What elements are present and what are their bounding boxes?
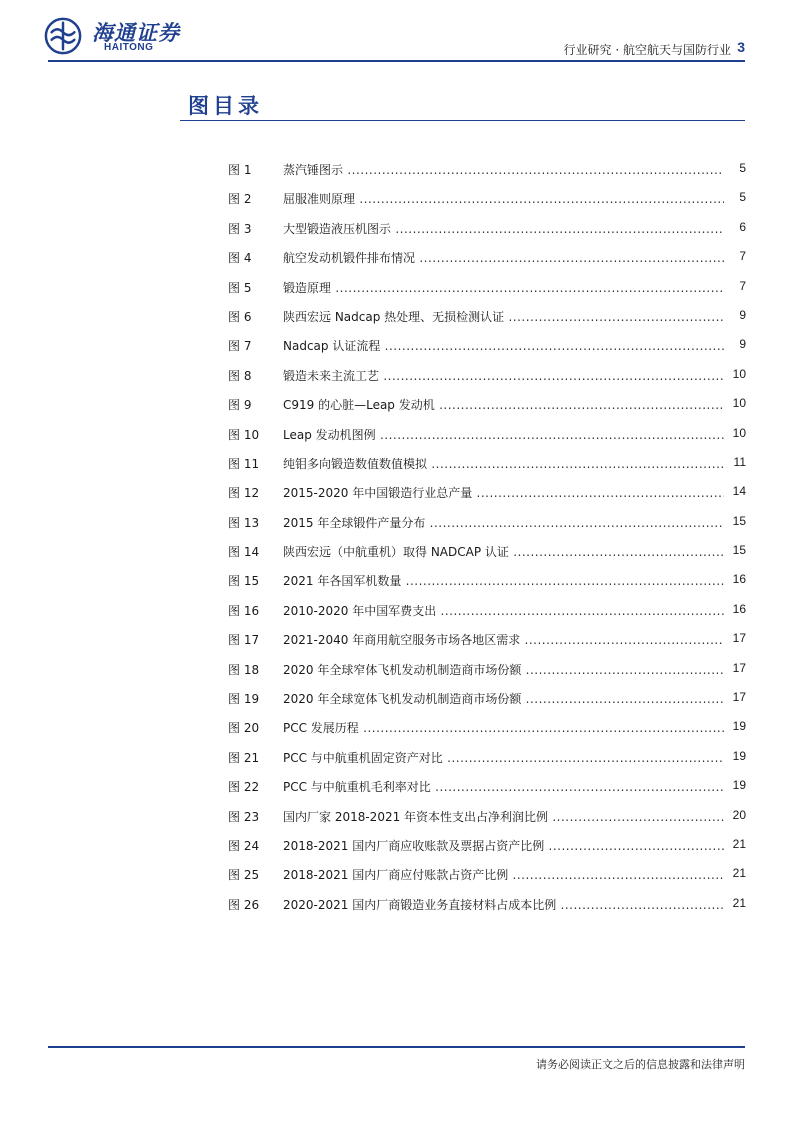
toc-item-label: 图 3 — [228, 221, 252, 236]
toc-item-title: 2021-2040 年商用航空服务市场各地区需求 ..... — [283, 631, 724, 648]
toc-item-label: 图 16 — [228, 603, 260, 618]
toc-item-label: 图 7 — [228, 339, 252, 354]
toc-item-label: 图 14 — [228, 545, 260, 560]
toc-item[interactable] — [228, 190, 746, 219]
toc-item-page: 21 — [724, 866, 746, 880]
toc-item-title: 陕西宏远（中航重机）取得 NADCAP 认证 ..... — [283, 543, 724, 560]
toc-item-page: 9 — [724, 337, 746, 351]
toc-item-label: 图 23 — [228, 809, 260, 824]
toc-item-page: 15 — [724, 543, 746, 557]
toc-item-title: PCC 与中航重机毛利率对比 ..... — [283, 778, 724, 795]
toc-item[interactable] — [228, 837, 746, 866]
toc-item-page: 7 — [724, 249, 746, 263]
toc-item-label: 图 4 — [228, 251, 252, 266]
toc-item-page: 10 — [724, 426, 746, 440]
toc-item[interactable] — [228, 572, 746, 601]
toc-item-page: 17 — [724, 661, 746, 675]
haitong-logo-icon — [44, 17, 82, 55]
toc-item-page: 17 — [724, 631, 746, 645]
toc-item-page: 14 — [724, 484, 746, 498]
toc-item-title: 国内厂家 2018-2021 年资本性支出占净利润比例 ..... — [283, 808, 724, 825]
toc-item[interactable] — [228, 249, 746, 278]
title-divider — [180, 120, 745, 121]
toc-item-page: 17 — [724, 690, 746, 704]
toc-item-page: 15 — [724, 514, 746, 528]
toc-item-label: 图 21 — [228, 750, 260, 765]
header-divider — [48, 60, 745, 62]
toc-item-page: 16 — [724, 572, 746, 586]
toc-item[interactable] — [228, 602, 746, 631]
toc-item[interactable] — [228, 455, 746, 484]
toc-item[interactable] — [228, 367, 746, 396]
header-section: 行业研究 · 航空航天与国防行业 — [563, 43, 731, 57]
toc-item-label: 图 25 — [228, 868, 260, 883]
toc-item-page: 19 — [724, 719, 746, 733]
toc-item[interactable] — [228, 484, 746, 513]
toc-item-title: Leap 发动机图例 ..... — [283, 426, 724, 443]
toc-item-title: 2010-2020 年中国军费支出 ..... — [283, 602, 724, 619]
toc-item-label: 图 8 — [228, 368, 252, 383]
toc-item-label: 图 13 — [228, 515, 260, 530]
toc-item-page: 5 — [724, 161, 746, 175]
toc-item[interactable] — [228, 719, 746, 748]
toc-item-title: 2015 年全球锻件产量分布 ..... — [283, 514, 724, 531]
toc-item-page: 5 — [724, 190, 746, 204]
toc-item-title: 2020 年全球窄体飞机发动机制造商市场份额 ..... — [283, 661, 724, 678]
logo-text-en: HAITONG — [104, 42, 154, 53]
toc-item-label: 图 11 — [228, 456, 260, 471]
toc-item[interactable] — [228, 308, 746, 337]
toc-item-label: 图 17 — [228, 633, 260, 648]
toc-item-title: 纯钼多向锻造数值数值模拟 ..... — [283, 455, 724, 472]
toc-item-page: 16 — [724, 602, 746, 616]
toc-item-page: 20 — [724, 808, 746, 822]
toc-item-title: 2021 年各国军机数量 ..... — [283, 572, 724, 589]
toc-item-label: 图 19 — [228, 692, 260, 707]
toc-item-page: 11 — [724, 455, 746, 469]
toc-title: 图目录 — [188, 94, 263, 118]
toc-item[interactable] — [228, 661, 746, 690]
toc-item-title: 航空发动机锻件排布情况 ..... — [283, 249, 724, 266]
toc-item-title: PCC 与中航重机固定资产对比 ..... — [283, 749, 724, 766]
toc-item-page: 9 — [724, 308, 746, 322]
toc-item[interactable] — [228, 631, 746, 660]
toc-list — [228, 161, 746, 925]
toc-item-label: 图 26 — [228, 897, 260, 912]
toc-item-page: 19 — [724, 749, 746, 763]
toc-item[interactable] — [228, 337, 746, 366]
toc-item-title: 2020 年全球宽体飞机发动机制造商市场份额 ..... — [283, 690, 724, 707]
page-number: 3 — [737, 39, 745, 55]
toc-item-label: 图 20 — [228, 721, 260, 736]
toc-item-title: 2018-2021 国内厂商应收账款及票据占资产比例 ..... — [283, 837, 724, 854]
toc-item-title: 屈服准则原理 ..... — [283, 190, 724, 207]
toc-item-page: 21 — [724, 837, 746, 851]
toc-item-page: 21 — [724, 896, 746, 910]
toc-item[interactable] — [228, 808, 746, 837]
footer-disclaimer: 请务必阅读正文之后的信息披露和法律声明 — [536, 1058, 745, 1071]
toc-item[interactable] — [228, 690, 746, 719]
toc-item-label: 图 22 — [228, 780, 260, 795]
toc-item-title: C919 的心脏—Leap 发动机 ..... — [283, 396, 724, 413]
toc-item[interactable] — [228, 279, 746, 308]
toc-item-page: 19 — [724, 778, 746, 792]
toc-item[interactable] — [228, 426, 746, 455]
toc-item-label: 图 24 — [228, 838, 260, 853]
toc-item[interactable] — [228, 749, 746, 778]
toc-item-title: 大型锻造液压机图示 ..... — [283, 220, 724, 237]
toc-item-label: 图 2 — [228, 192, 252, 207]
toc-item-title: Nadcap 认证流程 ..... — [283, 337, 724, 354]
company-logo — [44, 15, 194, 57]
toc-item-label: 图 15 — [228, 574, 260, 589]
toc-item-title: 2020-2021 国内厂商锻造业务直接材料占成本比例 ..... — [283, 896, 724, 913]
toc-item-label: 图 12 — [228, 486, 260, 501]
toc-item-title: 2018-2021 国内厂商应付账款占资产比例 ..... — [283, 866, 724, 883]
toc-item-title: PCC 发展历程 ..... — [283, 719, 724, 736]
logo-text-cn: 海通证券 — [92, 20, 180, 45]
toc-item-title: 2015-2020 年中国锻造行业总产量 ..... — [283, 484, 724, 501]
toc-item-title: 蒸汽锤图示 ..... — [283, 161, 724, 178]
toc-item-title: 锻造未来主流工艺 ..... — [283, 367, 724, 384]
toc-item[interactable] — [228, 514, 746, 543]
toc-item[interactable] — [228, 396, 746, 425]
toc-item-label: 图 9 — [228, 398, 252, 413]
toc-item[interactable] — [228, 220, 746, 249]
toc-item[interactable] — [228, 778, 746, 807]
footer-divider — [48, 1046, 745, 1048]
toc-item-page: 10 — [724, 396, 746, 410]
toc-item[interactable] — [228, 866, 746, 895]
toc-item-label: 图 1 — [228, 163, 252, 177]
toc-item-title: 陕西宏远 Nadcap 热处理、无损检测认证 ..... — [283, 308, 724, 325]
toc-item-label: 图 5 — [228, 280, 252, 295]
toc-item[interactable] — [228, 161, 746, 190]
toc-item[interactable] — [228, 896, 746, 925]
toc-item-page: 10 — [724, 367, 746, 381]
toc-item-page: 7 — [724, 279, 746, 293]
toc-item-page: 6 — [724, 220, 746, 234]
toc-item-title: 锻造原理 ..... — [283, 279, 724, 296]
toc-item-label: 图 10 — [228, 427, 260, 442]
toc-item-label: 图 6 — [228, 309, 252, 324]
toc-item[interactable] — [228, 543, 746, 572]
toc-item-label: 图 18 — [228, 662, 260, 677]
